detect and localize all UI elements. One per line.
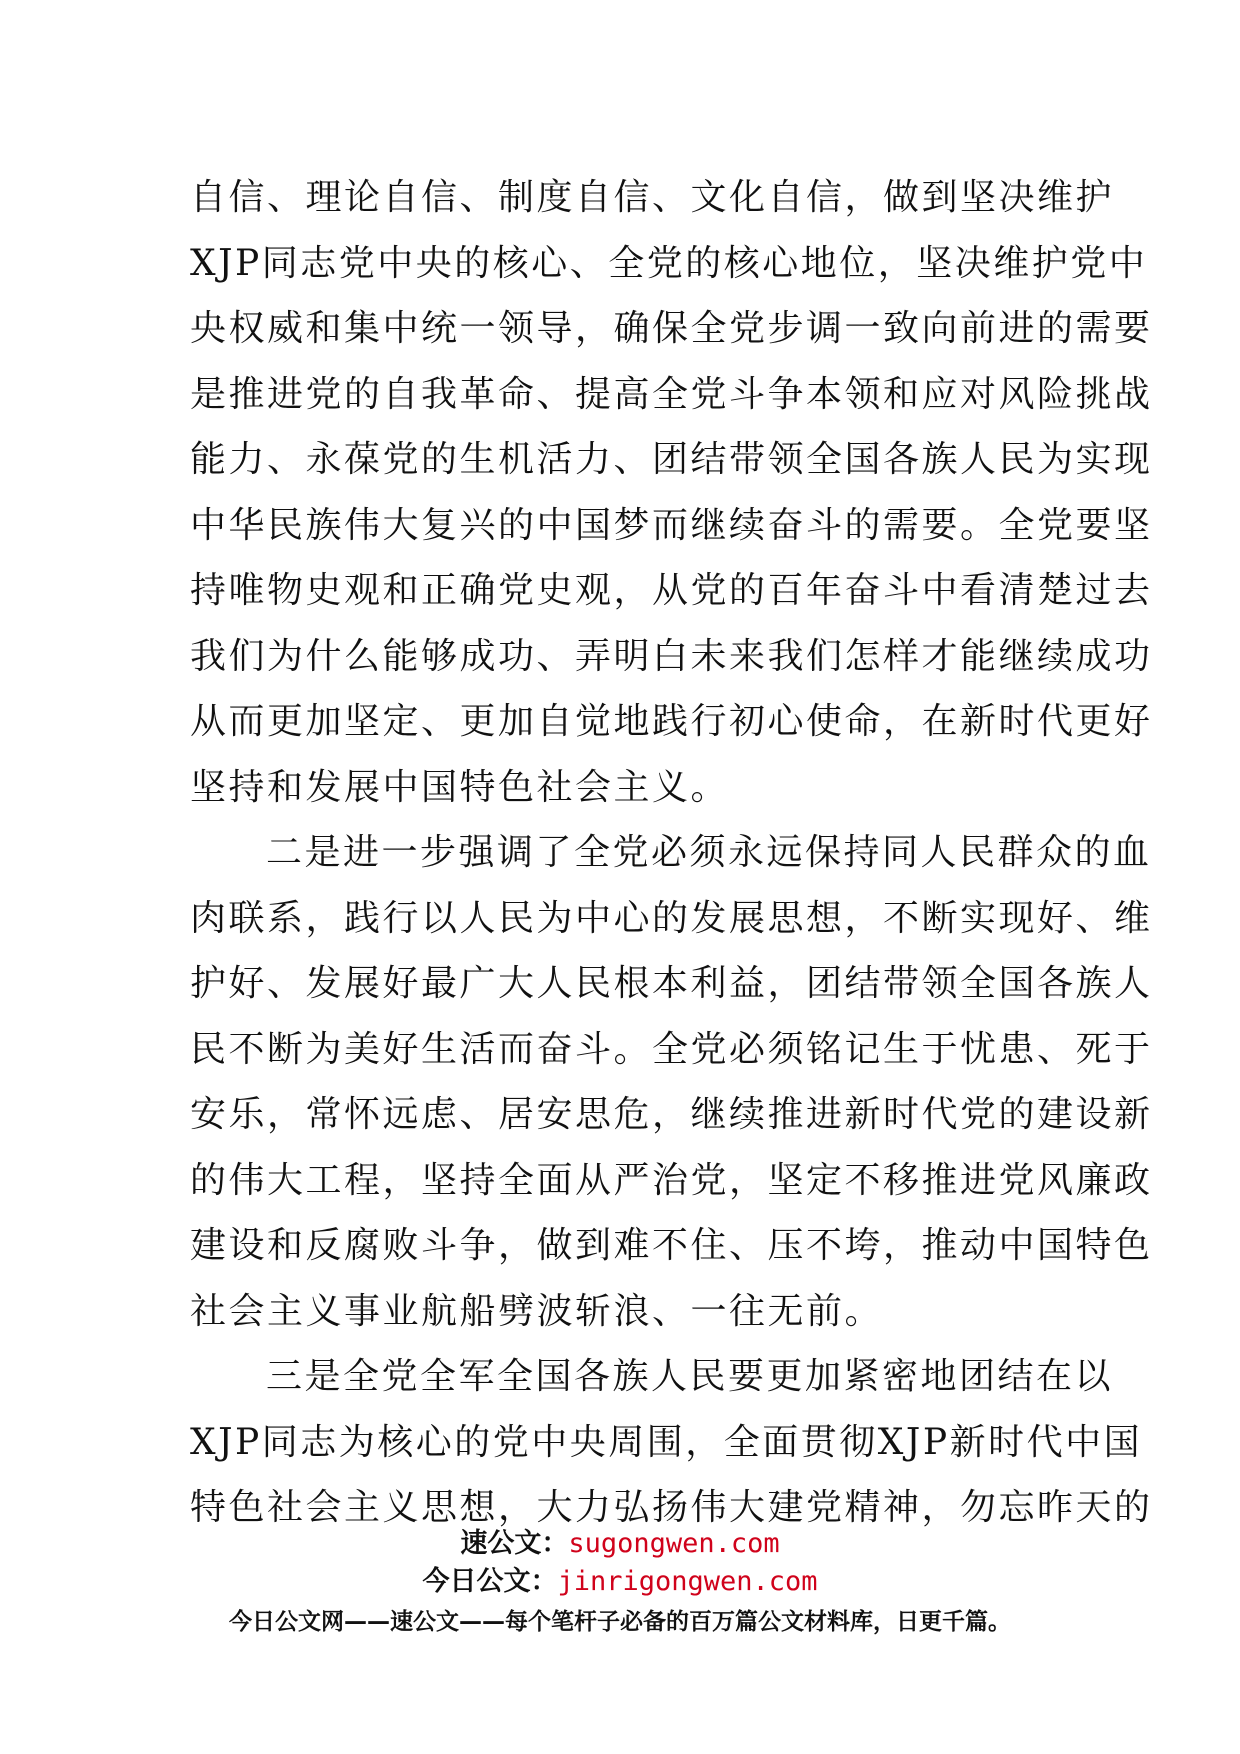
watermark-footer — [0, 1525, 1240, 1639]
text-line: 从而更加坚定、更加自觉地践行初心使命，在新时代更好 — [190, 701, 1153, 742]
text-line: XJP同志为核心的党中央周围，全面贯彻XJP新时代中国 — [190, 1421, 1143, 1463]
text-line: 持唯物史观和正确党史观，从党的百年奋斗中看清楚过去 — [190, 570, 1153, 611]
text-line: 坚持和发展中国特色社会主义。 — [190, 766, 730, 808]
paragraph-start-line: 三是全党全军全国各族人民要更加紧密地团结在以 — [266, 1356, 1114, 1397]
text-line: 社会主义事业航船劈波斩浪、一往无前。 — [190, 1290, 884, 1332]
footer-slogan: 今日公文网——速公文——每个笔杆子必备的百万篇公文材料库，日更千篇。 — [229, 1609, 1011, 1635]
text-line: 的伟大工程，坚持全面从严治党，坚定不移推进党风廉政 — [190, 1159, 1153, 1201]
text-line: 肉联系，践行以人民为中心的发展思想，不断实现好、维 — [190, 897, 1153, 939]
text-line: 中华民族伟大复兴的中国梦而继续奋斗的需要。全党要坚 — [190, 504, 1153, 546]
footer-site-label-1: 速公文： — [460, 1528, 569, 1559]
text-line: 特色社会主义思想，大力弘扬伟大建党精神，勿忘昨天的 — [190, 1487, 1153, 1528]
text-line: 我们为什么能够成功、弄明白未来我们怎样才能继续成功 — [190, 635, 1153, 677]
paragraph-start-line: 二是进一步强调了全党必须永远保持同人民群众的血 — [266, 832, 1152, 873]
text-line: XJP同志党中央的核心、全党的核心地位，坚决维护党中 — [190, 242, 1148, 284]
text-line: 民不断为美好生活而奋斗。全党必须铭记生于忧患、死于 — [190, 1028, 1153, 1070]
footer-site-link-2[interactable]: jinrigongwen.com — [557, 1566, 818, 1597]
text-line: 护好、发展好最广大人民根本利益，团结带领全国各族人 — [190, 963, 1153, 1004]
text-line: 自信、理论自信、制度自信、文化自信，做到坚决维护 — [190, 177, 1115, 218]
text-line: 能力、永葆党的生机活力、团结带领全国各族人民为实现 — [190, 439, 1153, 480]
footer-site-line-2 — [0, 1563, 1240, 1601]
text-line: 央权威和集中统一领导，确保全党步调一致向前进的需要 — [190, 308, 1153, 349]
footer-site-link-1[interactable]: sugongwen.com — [568, 1528, 780, 1559]
footer-site-label-2: 今日公文： — [422, 1566, 558, 1597]
text-line: 建设和反腐败斗争，做到难不住、压不垮，推动中国特色 — [190, 1225, 1153, 1266]
document-body — [190, 165, 1153, 1541]
text-line: 是推进党的自我革命、提高全党斗争本领和应对风险挑战 — [190, 373, 1153, 415]
footer-site-line-1 — [0, 1525, 1240, 1563]
text-line: 安乐，常怀远虑、居安思危，继续推进新时代党的建设新 — [190, 1094, 1153, 1135]
